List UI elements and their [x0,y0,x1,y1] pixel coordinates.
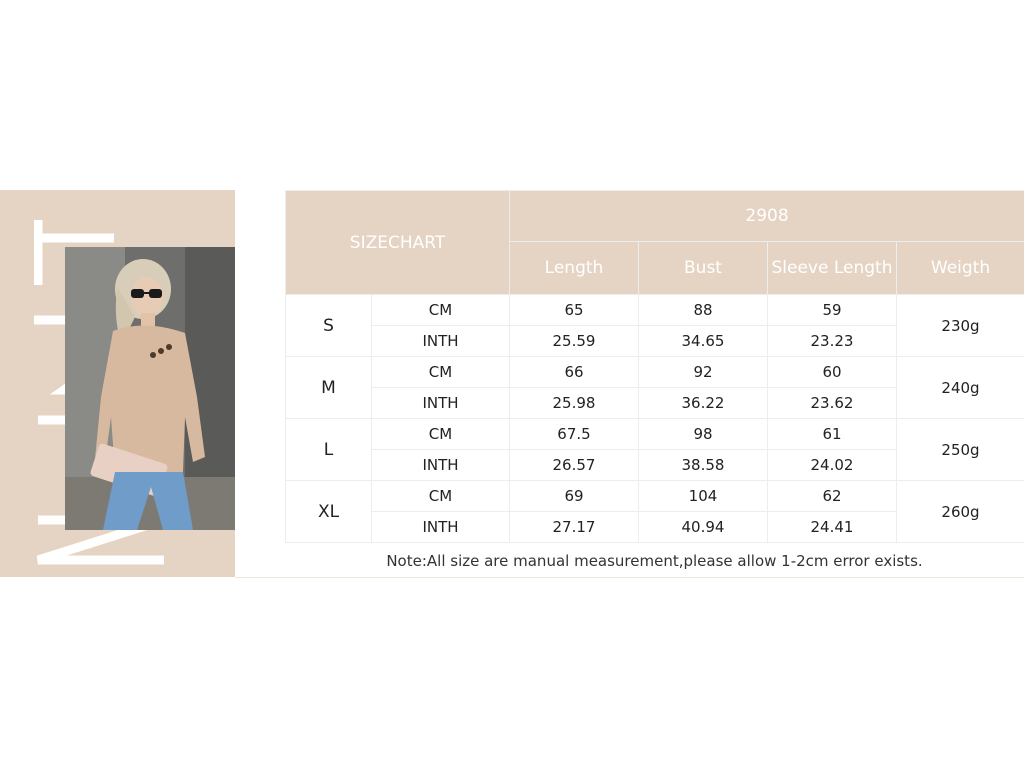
table-row [286,419,1024,450]
length-value: 25.98 [510,388,639,419]
length-value: 69 [510,481,639,512]
bust-value: 40.94 [639,512,768,543]
weight-value: 250g [897,419,1024,481]
sleeve-value: 23.23 [768,326,897,357]
bust-value: 104 [639,481,768,512]
divider [235,577,1024,578]
model-photo-icon [65,247,235,530]
bust-value: 88 [639,295,768,326]
length-value: 65 [510,295,639,326]
size-label: XL [286,481,372,543]
unit-label: CM [372,481,510,512]
sleeve-value: 24.41 [768,512,897,543]
bust-value: 38.58 [639,450,768,481]
column-header-length: Length [510,242,639,295]
sleeve-value: 60 [768,357,897,388]
unit-label: CM [372,419,510,450]
bust-value: 98 [639,419,768,450]
bust-value: 92 [639,357,768,388]
length-value: 66 [510,357,639,388]
sizechart-label: SIZECHART [286,191,510,295]
product-code: 2908 [510,191,1024,242]
sleeve-value: 62 [768,481,897,512]
product-photo [65,247,235,530]
size-label: S [286,295,372,357]
weight-value: 230g [897,295,1024,357]
size-table [285,190,1024,543]
column-header-weight: Weigth [897,242,1024,295]
unit-label: INTH [372,326,510,357]
measurement-note: Note:All size are manual measurement,please allow 1-2cm error exists. [386,552,923,570]
table-row [286,481,1024,512]
column-header-sleeve-length: Sleeve Length [768,242,897,295]
unit-label: INTH [372,388,510,419]
weight-value: 240g [897,357,1024,419]
length-value: 25.59 [510,326,639,357]
size-label: L [286,419,372,481]
sleeve-value: 24.02 [768,450,897,481]
unit-label: INTH [372,512,510,543]
length-value: 26.57 [510,450,639,481]
table-row [286,295,1024,326]
size-label: M [286,357,372,419]
size-chart [285,190,1024,543]
sleeve-value: 59 [768,295,897,326]
weight-value: 260g [897,481,1024,543]
length-value: 67.5 [510,419,639,450]
bust-value: 34.65 [639,326,768,357]
decorative-panel [0,190,235,577]
header-row-1 [286,191,1024,242]
length-value: 27.17 [510,512,639,543]
sleeve-value: 23.62 [768,388,897,419]
unit-label: CM [372,357,510,388]
unit-label: INTH [372,450,510,481]
sleeve-value: 61 [768,419,897,450]
column-header-bust: Bust [639,242,768,295]
unit-label: CM [372,295,510,326]
bust-value: 36.22 [639,388,768,419]
table-row [286,357,1024,388]
